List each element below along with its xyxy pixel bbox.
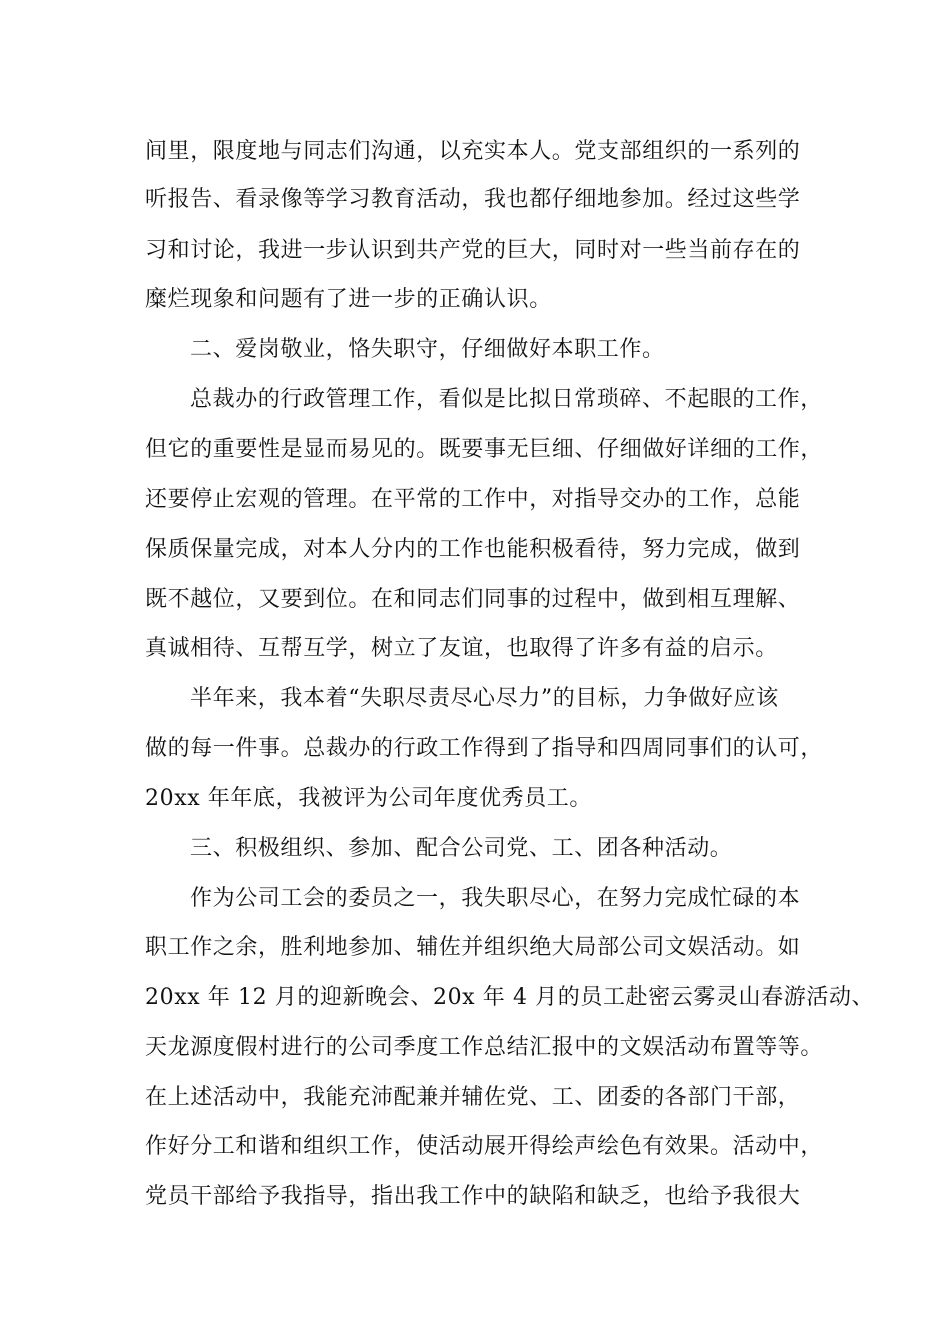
text-line: 天龙源度假村进行的公司季度工作总结汇报中的文娱活动布置等等。 [145,1035,824,1060]
text-line: 间里，限度地与同志们沟通，以充实本人。党支部组织的一系列的 [145,139,801,164]
text-line: 在上述活动中，我能充沛配兼并辅佐党、工、团委的各部门干部， [145,1085,801,1110]
text-line: 党员干部给予我指导，指出我工作中的缺陷和缺乏，也给予我很大 [145,1184,801,1209]
text-line: 糜烂现象和问题有了进一步的正确认识。 [145,287,552,312]
text-line: 习和讨论，我进一步认识到共产党的巨大，同时对一些当前存在的 [145,238,801,263]
text-line: 做的每一件事。总裁办的行政工作得到了指导和四周同事们的认可， [145,736,824,761]
text-line: 职工作之余，胜利地参加、辅佐并组织绝大局部公司文娱活动。如 [145,935,801,960]
text-line: 还要停止宏观的管理。在平常的工作中，对指导交办的工作，总能 [145,487,801,512]
section-heading: 二、爱岗敬业，恪失职守，仔细做好本职工作。 [190,337,665,362]
text-line: 20xx 年 12 月的迎新晚会、20x 年 4 月的员工赴密云雾灵山春游活动、 [145,985,875,1010]
text-line: 作为公司工会的委员之一，我失职尽心，在努力完成忙碌的本 [190,886,801,911]
text-line: 保质保量完成，对本人分内的工作也能积极看待，努力完成，做到 [145,537,801,562]
text-line: 半年来，我本着“失职尽责尽心尽力”的目标，力争做好应该 [190,686,779,711]
text-line: 总裁办的行政管理工作，看似是比拟日常琐碎、不起眼的工作， [190,387,823,412]
text-line: 既不越位，又要到位。在和同志们同事的过程中，做到相互理解、 [145,587,801,612]
text-line: 作好分工和谐和组织工作，使活动展开得绘声绘色有效果。活动中， [145,1134,824,1159]
text-line: 20xx 年年底，我被评为公司年度优秀员工。 [145,786,593,811]
text-line: 听报告、看录像等学习教育活动，我也都仔细地参加。经过这些学 [145,187,801,212]
text-line: 真诚相待、互帮互学，树立了友谊，也取得了许多有益的启示。 [145,636,778,661]
section-heading: 三、积极组织、参加、配合公司党、工、团各种活动。 [190,836,733,861]
text-line: 但它的重要性是显而易见的。既要事无巨细、仔细做好详细的工作， [145,437,824,462]
